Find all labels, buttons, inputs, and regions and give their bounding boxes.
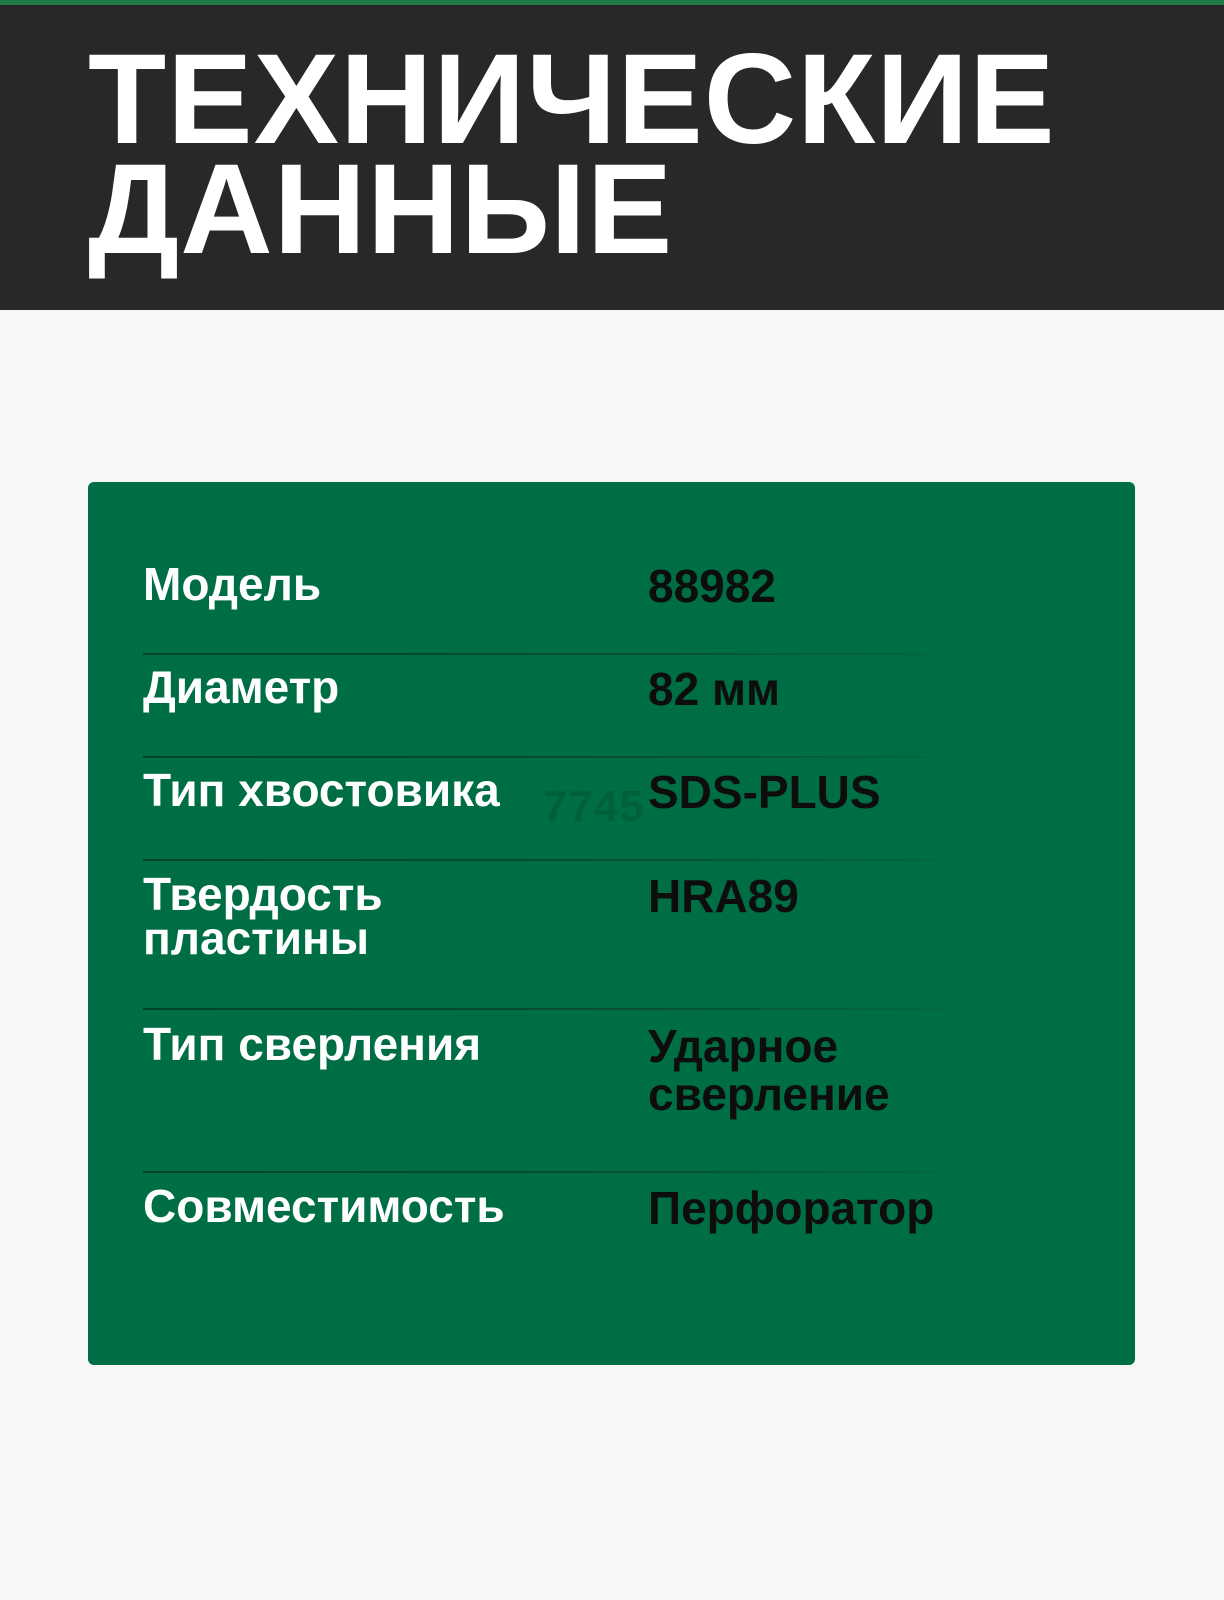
row-divider xyxy=(143,1171,1003,1173)
spec-label-plate-hardness-line-1: Твердость xyxy=(143,868,383,920)
row-divider xyxy=(143,1008,1003,1010)
spec-value-plate-hardness: HRA89 xyxy=(648,870,799,922)
row-divider xyxy=(143,653,1003,655)
spec-value-drilling-type xyxy=(648,1022,1048,1118)
spec-label-plate-hardness xyxy=(143,868,613,964)
row-divider xyxy=(143,756,1003,758)
spec-value-drilling-type-line-2: сверление xyxy=(648,1068,890,1120)
page-title-line-2: ДАННЫЕ xyxy=(88,138,674,281)
page-title-line-1: ТЕХНИЧЕСКИЕ xyxy=(88,28,1056,171)
spec-value-model: 88982 xyxy=(648,560,776,612)
spec-value-shank-type: SDS-PLUS xyxy=(648,766,881,818)
spec-label-drilling-type: Тип сверления xyxy=(143,1018,482,1070)
page-title xyxy=(88,28,1056,281)
spec-value-diameter: 82 мм xyxy=(648,663,781,715)
row-divider xyxy=(143,859,1003,861)
spec-value-drilling-type-line-1: Ударное xyxy=(648,1020,839,1072)
spec-label-compatibility: Совместимость xyxy=(143,1180,505,1232)
spec-label-model: Модель xyxy=(143,558,322,610)
watermark: 7745 xyxy=(543,782,645,831)
spec-table-card xyxy=(88,482,1135,1365)
spec-label-diameter: Диаметр xyxy=(143,661,340,713)
spec-value-compatibility: Перфоратор xyxy=(648,1182,935,1234)
spec-label-shank-type: Тип хвостовика xyxy=(143,764,500,816)
spec-label-plate-hardness-line-2: пластины xyxy=(143,912,370,964)
header-banner xyxy=(0,5,1224,310)
